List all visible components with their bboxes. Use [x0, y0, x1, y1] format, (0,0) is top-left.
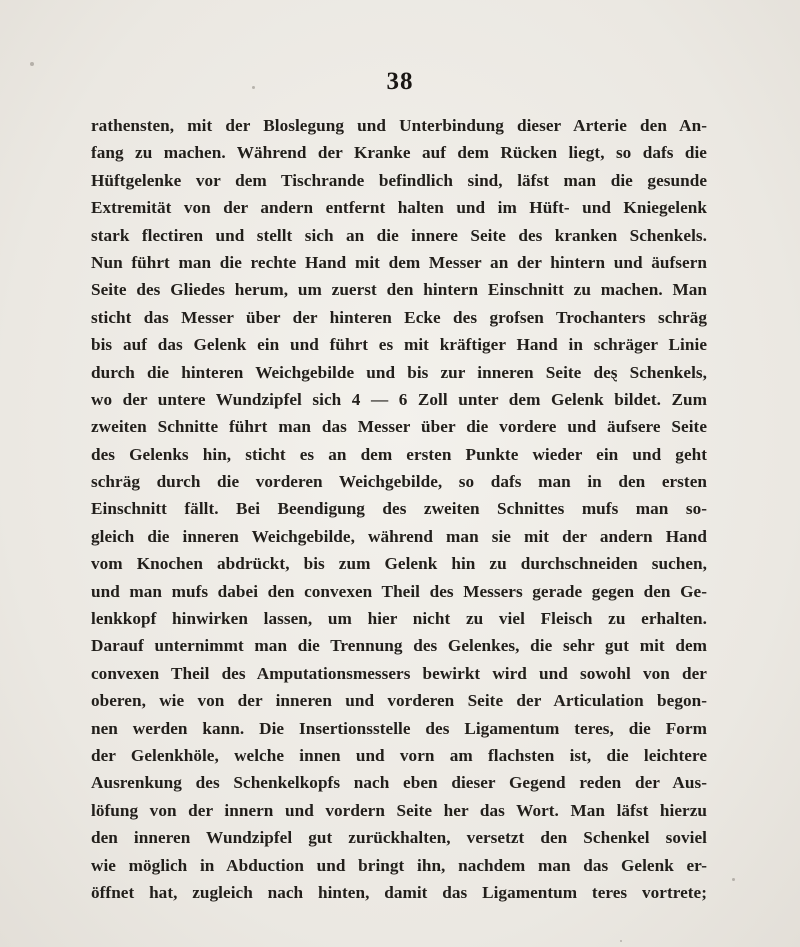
text-line: Nun führt man die rechte Hand mit dem Messer an der hintern und äufsern — [91, 252, 707, 272]
text-line: schräg durch die vorderen Weichgebilde, so dafs man in den ersten — [91, 472, 707, 492]
paper-speck — [252, 86, 255, 89]
text-line: bis auf das Gelenk ein und führt es mit kräftiger Hand in schräger Linie — [91, 335, 707, 355]
text-line: wo der untere Wundzipfel sich 4 — 6 Zoll unter dem Gelenk bildet. Zum — [91, 389, 707, 409]
text-line: Extremität von der andern entfernt halten und im Hüft- und Kniegelenk — [91, 198, 707, 218]
text-line: und man mufs dabei den convexen Theil des Messers gerade gegen den Ge- — [91, 581, 707, 601]
text-line: vom Knochen abdrückt, bis zum Gelenk hin zu durchschneiden suchen, — [91, 554, 707, 574]
paper-speck — [732, 878, 735, 881]
text-line: den inneren Wundzipfel gut zurückhalten, versetzt den Schenkel soviel — [91, 828, 707, 848]
paper-speck — [30, 62, 34, 66]
text-line: des Gelenks hin, sticht es an dem ersten Punkte wieder ein und geht — [91, 444, 707, 464]
page-number: 38 — [386, 68, 414, 95]
body-text — [91, 112, 707, 906]
text-line: durch die hinteren Weichgebilde und bis zur inneren Seite deȿ Schenkels, — [91, 362, 707, 382]
text-line: rathensten, mit der Bloslegung und Unterbindung dieser Arterie den An- — [91, 116, 707, 135]
text-line: wie möglich in Abduction und bringt ihn, nachdem man das Gelenk er- — [91, 855, 707, 875]
text-line: der Gelenkhöle, welche innen und vorn am flachsten ist, die leichtere — [91, 745, 707, 765]
text-line: lenkkopf hinwirken lassen, um hier nicht zu viel Fleisch zu erhalten. — [91, 609, 707, 629]
text-line: oberen, wie von der inneren und vorderen Seite der Articulation begon- — [91, 691, 707, 711]
text-line: Ausrenkung des Schenkelkopfs nach eben dieser Gegend reden der Aus- — [91, 773, 707, 793]
paper-speck — [620, 940, 622, 942]
text-line: zweiten Schnitte führt man das Messer über die vordere und äufsere Seite — [91, 417, 707, 437]
text-line: Seite des Gliedes herum, um zuerst den hintern Einschnitt zu machen. Man — [91, 280, 707, 300]
text-line: Einschnitt fällt. Bei Beendigung des zweiten Schnittes mufs man so- — [91, 499, 707, 519]
text-line: löfung von der innern und vordern Seite her das Wort. Man läfst hierzu — [91, 800, 707, 820]
text-line: stark flectiren und stellt sich an die innere Seite des kranken Schenkels. — [91, 225, 707, 245]
text-line: fang zu machen. Während der Kranke auf dem Rücken liegt, so dafs die — [91, 143, 707, 163]
text-line: öffnet hat, zugleich nach hinten, damit das Ligamentum teres vortrete; — [91, 882, 707, 902]
text-line: convexen Theil des Amputationsmessers bewirkt wird und sowohl von der — [91, 663, 707, 683]
text-line: sticht das Messer über der hinteren Ecke des grofsen Trochanters schräg — [91, 307, 707, 327]
text-line: gleich die inneren Weichgebilde, während man sie mit der andern Hand — [91, 526, 707, 546]
text-line: Darauf unternimmt man die Trennung des Gelenkes, die sehr gut mit dem — [91, 636, 707, 656]
text-line: nen werden kann. Die Insertionsstelle des Ligamentum teres, die Form — [91, 718, 707, 738]
text-line: Hüftgelenke vor dem Tischrande befindlich sind, läfst man die gesunde — [91, 170, 707, 190]
